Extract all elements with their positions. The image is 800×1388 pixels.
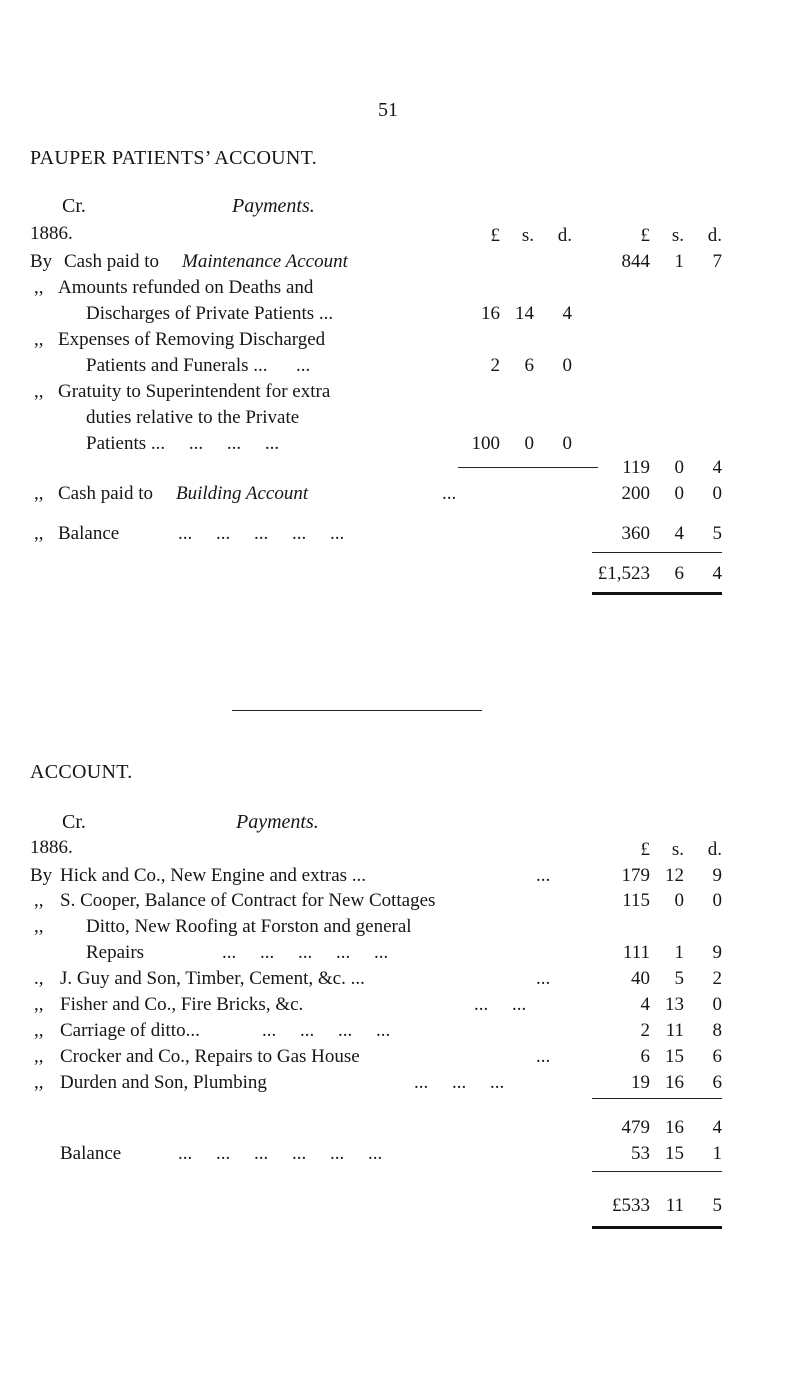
row-text: Gratuity to Superintendent for extra (58, 381, 331, 402)
cr-label: Cr. (62, 811, 86, 833)
row-text: Fisher and Co., Fire Bricks, &c. (60, 994, 304, 1015)
amount-pounds: 360 (621, 523, 650, 544)
year-label: 1886. (30, 223, 73, 244)
row-dots: ... ... ... ... ... (178, 523, 345, 544)
amount-pounds: 479 (621, 1117, 650, 1138)
row-dots: ... (536, 968, 551, 989)
amount-pounds: 200 (621, 483, 650, 504)
amount-pence: 2 (712, 968, 722, 989)
amount-pounds: 19 (631, 1072, 650, 1093)
row-text: Balance (60, 1143, 122, 1164)
amount-pounds: 4 (640, 994, 650, 1015)
amount-pence: 4 (562, 303, 572, 324)
amount-pounds: 115 (622, 890, 650, 911)
total-rule-top (592, 1171, 722, 1172)
amount-shillings: 0 (674, 457, 684, 478)
row-marker: ,, (34, 329, 44, 350)
amount-shillings: 6 (674, 563, 684, 584)
row-text: Expenses of Removing Discharged (58, 329, 326, 350)
row-marker: ., (34, 968, 44, 989)
col-pence: d. (707, 839, 722, 860)
amount-shillings: 1 (674, 251, 684, 272)
col-pence-1: d. (557, 225, 572, 246)
col-shillings-1: s. (521, 225, 534, 246)
section-divider (232, 710, 482, 711)
row-text: Cash paid to (64, 251, 159, 272)
row-dots: ... (536, 865, 551, 886)
row-text-cont: Discharges of Private Patients ... (86, 303, 334, 324)
row-marker: ,, (34, 1072, 44, 1093)
section-title: ACCOUNT. (30, 761, 133, 783)
amount-pence: 0 (712, 890, 722, 911)
row-text: Crocker and Co., Repairs to Gas House (60, 1046, 360, 1067)
amount-pence: 9 (712, 865, 722, 886)
row-dots: ... (442, 483, 457, 504)
row-marker: ,, (34, 483, 44, 504)
amount-shillings: 15 (665, 1143, 684, 1164)
row-marker: ,, (34, 381, 44, 402)
amount-pence: 9 (712, 942, 722, 963)
amount-pounds: 2 (640, 1020, 650, 1041)
row-text-cont: Repairs (86, 942, 145, 963)
row-text: S. Cooper, Balance of Contract for New Cottages (60, 890, 436, 911)
amount-pence: 4 (712, 457, 722, 478)
row-text-cont: Patients ... ... ... ... (86, 433, 280, 454)
col-pence-2: d. (707, 225, 722, 246)
row-dots: ... ... ... ... ... (222, 942, 389, 963)
amount-pence: 1 (712, 1143, 722, 1164)
row-text: Carriage of ditto... (60, 1020, 200, 1041)
amount-pounds: 111 (622, 942, 650, 963)
row-marker: ,, (34, 1020, 44, 1041)
amount-pence: 4 (712, 563, 722, 584)
row-dots: ... ... ... ... (262, 1020, 391, 1041)
amount-pounds: £533 (612, 1195, 650, 1216)
row-text-cont: Patients and Funerals ... ... (86, 355, 311, 376)
amount-pounds: 2 (490, 355, 500, 376)
row-text: Durden and Son, Plumbing (60, 1072, 267, 1093)
col-pounds-1: £ (490, 225, 500, 246)
amount-shillings: 15 (665, 1046, 684, 1067)
row-dots: ... ... ... ... ... ... (178, 1143, 383, 1164)
col-pounds: £ (640, 839, 650, 860)
amount-shillings: 14 (515, 303, 534, 324)
amount-pence: 6 (712, 1072, 722, 1093)
amount-pounds: 53 (631, 1143, 650, 1164)
total-rule-bottom (592, 1226, 722, 1229)
row-marker: ,, (34, 916, 44, 937)
amount-shillings: 13 (665, 994, 684, 1015)
row-marker: By (30, 251, 53, 272)
row-dots: ... (536, 1046, 551, 1067)
amount-pounds: 100 (471, 433, 500, 454)
amount-shillings: 12 (665, 865, 684, 886)
amount-pence: 4 (712, 1117, 722, 1138)
row-marker: ,, (34, 523, 44, 544)
col-shillings: s. (671, 839, 684, 860)
amount-pounds: £1,523 (597, 563, 650, 584)
col-pounds-2: £ (640, 225, 650, 246)
row-dots: ... ... ... (414, 1072, 505, 1093)
amount-pence: 0 (712, 994, 722, 1015)
row-marker: ,, (34, 994, 44, 1015)
amount-pence: 8 (712, 1020, 722, 1041)
amount-shillings: 0 (674, 483, 684, 504)
amount-pence: 5 (712, 523, 722, 544)
amount-pence: 5 (712, 1195, 722, 1216)
subtotal-rule (592, 1098, 722, 1099)
amount-pounds: 119 (622, 457, 650, 478)
amount-pence: 6 (712, 1046, 722, 1067)
row-text: Balance (58, 523, 120, 544)
row-italic-account: Maintenance Account (182, 251, 348, 272)
cr-label: Cr. (62, 195, 86, 217)
amount-shillings: 1 (674, 942, 684, 963)
row-text: Cash paid to (58, 483, 153, 504)
row-marker: By (30, 865, 53, 886)
amount-pounds: 179 (621, 865, 650, 886)
col-shillings-2: s. (671, 225, 684, 246)
amount-shillings: 0 (674, 890, 684, 911)
amount-shillings: 16 (665, 1072, 684, 1093)
amount-shillings: 11 (665, 1020, 684, 1041)
amount-shillings: 5 (674, 968, 684, 989)
total-rule-top (592, 552, 722, 553)
row-marker: ,, (34, 1046, 44, 1067)
row-text: Ditto, New Roofing at Forston and general (86, 916, 412, 937)
year-label: 1886. (30, 837, 73, 858)
amount-pence: 0 (712, 483, 722, 504)
amount-pounds: 16 (481, 303, 500, 324)
amount-pence: 0 (562, 355, 572, 376)
amount-shillings: 16 (665, 1117, 684, 1138)
amount-pounds: 844 (621, 251, 650, 272)
amount-shillings: 11 (665, 1195, 684, 1216)
subtotal-rule (458, 467, 598, 468)
row-italic-account: Building Account (176, 483, 309, 504)
amount-shillings: 4 (674, 523, 684, 544)
amount-pence: 0 (562, 433, 572, 454)
payments-label: Payments. (232, 195, 315, 217)
row-text: Amounts refunded on Deaths and (58, 277, 314, 298)
payments-label: Payments. (236, 811, 319, 833)
row-dots: ... ... (474, 994, 527, 1015)
amount-shillings: 6 (524, 355, 534, 376)
row-text: J. Guy and Son, Timber, Cement, &c. ... (60, 968, 365, 989)
section-title: PAUPER PATIENTS’ ACCOUNT. (30, 147, 318, 169)
total-rule-bottom (592, 592, 722, 595)
row-text-cont: duties relative to the Private (86, 407, 300, 428)
amount-pounds: 6 (640, 1046, 650, 1067)
amount-shillings: 0 (524, 433, 534, 454)
row-marker: ,, (34, 277, 44, 298)
row-marker: ,, (34, 890, 44, 911)
amount-pounds: 40 (631, 968, 650, 989)
page-number: 51 (378, 99, 398, 121)
row-text: Hick and Co., New Engine and extras ... (60, 865, 367, 886)
amount-pence: 7 (712, 251, 722, 272)
